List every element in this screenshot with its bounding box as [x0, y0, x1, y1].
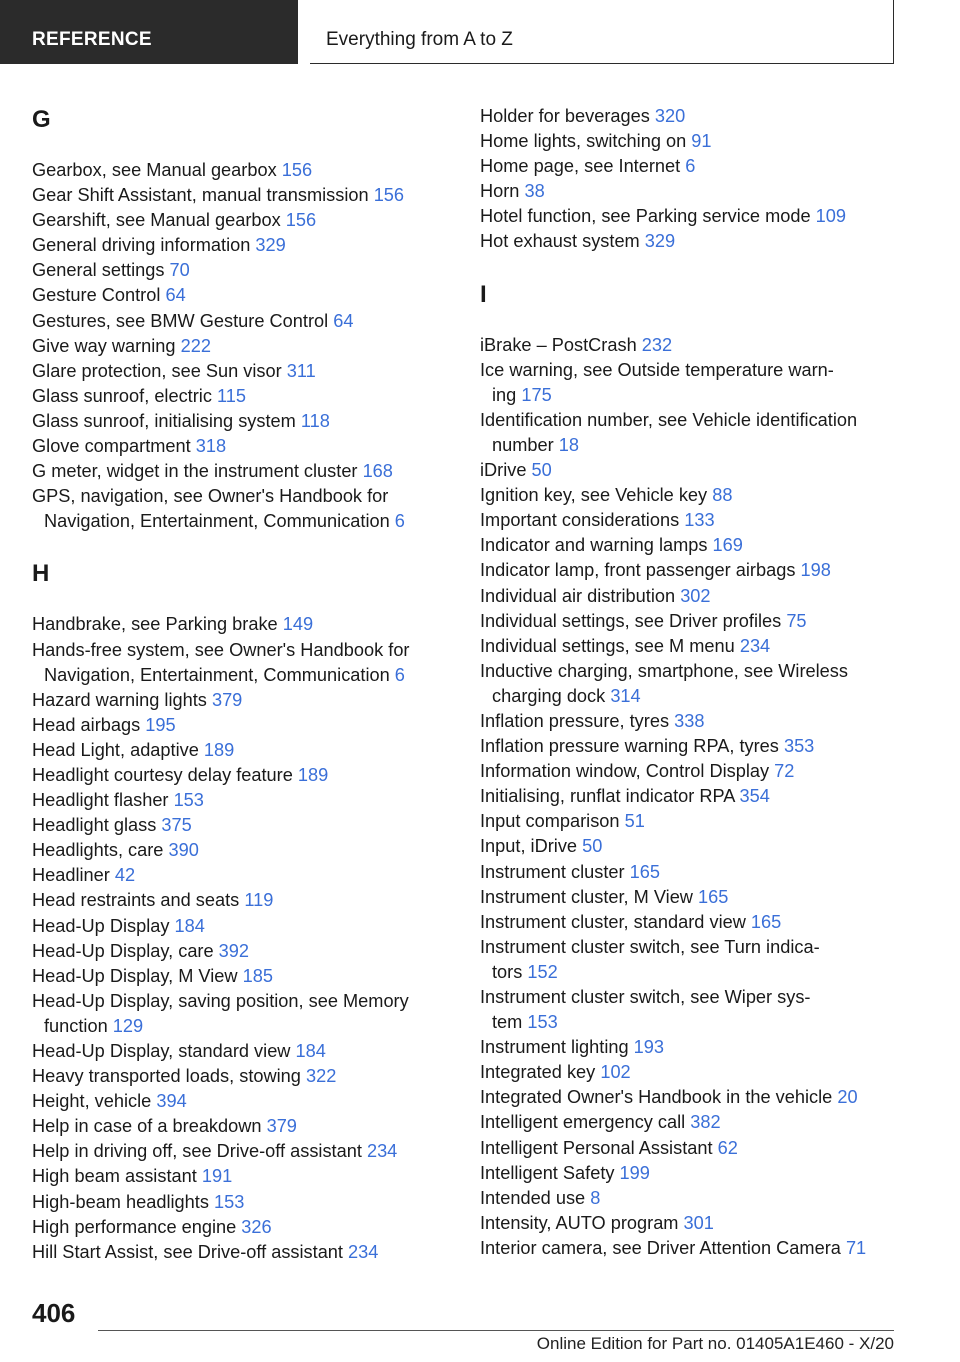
- entry-text: Head-Up Display: [32, 915, 170, 936]
- index-entry: [32, 989, 452, 1039]
- page-link[interactable]: 64: [333, 310, 354, 331]
- entry-text: General settings: [32, 260, 165, 281]
- index-entry: [32, 158, 452, 183]
- page-link[interactable]: 338: [674, 710, 705, 731]
- entry-text: G meter, widget in the instrument cluster: [32, 461, 358, 482]
- index-entry: [32, 183, 452, 208]
- entry-text: Individual air distribution: [480, 585, 676, 606]
- page-link[interactable]: 329: [644, 231, 676, 252]
- entry-text: Give way warning: [32, 335, 176, 356]
- page-link[interactable]: 91: [691, 131, 712, 152]
- entry-text: Gearshift, see Manual gearbox: [32, 210, 281, 231]
- page-link[interactable]: 320: [654, 106, 686, 126]
- index-entry: [480, 935, 900, 985]
- page-link[interactable]: 119: [244, 890, 274, 911]
- page-link[interactable]: 18: [558, 434, 579, 455]
- entry-text: High beam assistant: [32, 1166, 197, 1187]
- entry-text: Hands-free system, see Owner's Handbook for: [32, 639, 410, 660]
- entry-text: Intended use: [480, 1187, 586, 1208]
- page-link[interactable]: 311: [286, 360, 316, 381]
- entry-text: Home page, see Internet: [480, 156, 681, 177]
- page-link[interactable]: 71: [845, 1237, 867, 1258]
- index-entry: [480, 1161, 900, 1186]
- entry-text: Head-Up Display, care: [32, 940, 214, 961]
- entry-text: Head-Up Display, saving position, see Memory: [32, 990, 409, 1011]
- page-link[interactable]: 165: [698, 886, 729, 907]
- index-entry: [32, 484, 452, 534]
- index-entry: [480, 609, 900, 634]
- index-entry: [480, 1110, 900, 1135]
- page-link[interactable]: 165: [750, 911, 782, 932]
- section-letter: I: [480, 280, 487, 308]
- index-entry: [32, 738, 452, 763]
- entry-text: Head-Up Display, M View: [32, 965, 238, 986]
- entry-text: Important considerations: [480, 510, 680, 531]
- page-link[interactable]: 169: [712, 535, 743, 556]
- entry-text: Headlight glass: [32, 815, 157, 836]
- page-link[interactable]: 153: [214, 1191, 245, 1212]
- entry-text: Help in case of a breakdown: [32, 1116, 262, 1137]
- entry-text: Headliner: [32, 865, 110, 886]
- page-link[interactable]: 234: [348, 1241, 379, 1262]
- index-column-right: [480, 104, 900, 1261]
- index-entry: [32, 1139, 452, 1164]
- index-entry: [32, 384, 452, 409]
- index-entry: [32, 334, 452, 359]
- page-number: 406: [32, 1298, 76, 1328]
- index-entry: [480, 558, 900, 583]
- index-entry: [480, 1211, 900, 1236]
- entry-text: Gestures, see BMW Gesture Control: [32, 310, 329, 331]
- index-entry: [480, 734, 900, 759]
- page-link[interactable]: 392: [218, 940, 250, 961]
- index-entry: [480, 458, 900, 483]
- index-entry: [32, 813, 452, 838]
- index-section: [480, 104, 900, 255]
- index-entry: [480, 1186, 900, 1211]
- page-link[interactable]: 109: [815, 206, 846, 227]
- index-entry: [480, 179, 900, 204]
- page-link[interactable]: 42: [114, 865, 136, 886]
- index-entry: [480, 834, 900, 859]
- page-link[interactable]: 165: [629, 861, 660, 882]
- page-link[interactable]: 156: [373, 185, 405, 206]
- page-link[interactable]: 50: [531, 460, 552, 481]
- section-letter: G: [32, 106, 51, 133]
- entry-text: Hot exhaust system: [480, 231, 640, 252]
- index-entry: [480, 408, 900, 458]
- entry-text: ing: [492, 384, 517, 405]
- page-link[interactable]: 153: [173, 790, 204, 811]
- entry-text: Inductive charging, smartphone, see Wireless: [480, 660, 848, 681]
- entry-text: Instrument cluster: [480, 861, 625, 882]
- index-entry: [32, 233, 452, 258]
- entry-text: Inflation pressure warning RPA, tyres: [480, 736, 779, 757]
- index-entry: [32, 459, 452, 484]
- page-link[interactable]: 199: [619, 1162, 650, 1183]
- page-link[interactable]: 379: [211, 689, 243, 710]
- page-link[interactable]: 50: [582, 836, 603, 857]
- entry-text: Indicator and warning lamps: [480, 535, 708, 556]
- page-link[interactable]: 353: [783, 736, 815, 757]
- index-entry: [480, 809, 900, 834]
- entry-text: Glare protection, see Sun visor: [32, 360, 282, 381]
- entry-text: General driving information: [32, 235, 251, 256]
- page-link[interactable]: 156: [281, 160, 313, 180]
- entry-text: Navigation, Entertainment, Communication: [44, 511, 390, 532]
- index-entry: [480, 860, 900, 885]
- entry-text: Integrated key: [480, 1062, 596, 1083]
- page-link[interactable]: 70: [169, 260, 190, 281]
- index-entry: [480, 1060, 900, 1085]
- entry-text: Instrument cluster, standard view: [480, 911, 746, 932]
- entry-text: Integrated Owner's Handbook in the vehicle: [480, 1087, 833, 1108]
- index-entry: [480, 533, 900, 558]
- index-entry: [32, 914, 452, 939]
- entry-text: Ice warning, see Outside temperature warn-: [480, 359, 834, 380]
- page-link[interactable]: 6: [685, 156, 696, 177]
- index-entry: [32, 838, 452, 863]
- index-entry: [32, 688, 452, 713]
- index-entry: [480, 483, 900, 508]
- footer-edition: Online Edition for Part no. 01405A1E460 - X/20: [536, 1334, 894, 1353]
- page-link[interactable]: 156: [285, 210, 317, 231]
- index-entry: [480, 759, 900, 784]
- index-entry: [32, 888, 452, 913]
- page-link[interactable]: 232: [641, 334, 673, 355]
- page-link[interactable]: 88: [712, 485, 733, 506]
- entry-text: Hazard warning lights: [32, 689, 207, 710]
- entry-text: Gearbox, see Manual gearbox: [32, 160, 277, 180]
- page-link[interactable]: 20: [837, 1087, 858, 1108]
- entry-text: Intelligent Safety: [480, 1162, 615, 1183]
- index-entry: [480, 1035, 900, 1060]
- index-entry: [480, 634, 900, 659]
- index-entry: [32, 763, 452, 788]
- page-link[interactable]: 222: [180, 335, 211, 356]
- chapter-header: [310, 0, 894, 64]
- entry-text: tem: [492, 1012, 523, 1033]
- page-link[interactable]: 129: [112, 1015, 144, 1036]
- entry-text: High-beam headlights: [32, 1191, 209, 1212]
- page-link[interactable]: 152: [527, 961, 558, 982]
- section-label: REFERENCE: [32, 29, 152, 50]
- entry-text: GPS, navigation, see Owner's Handbook for: [32, 486, 389, 507]
- entry-text: Intensity, AUTO program: [480, 1212, 679, 1233]
- entry-text: Handbrake, see Parking brake: [32, 614, 278, 635]
- index-entry: [480, 204, 900, 229]
- page-link[interactable]: 184: [295, 1041, 326, 1061]
- index-entry: [32, 863, 452, 888]
- page-link[interactable]: 168: [362, 461, 393, 482]
- entry-text: Head-Up Display, standard view: [32, 1041, 291, 1061]
- entry-text: Indicator lamp, front passenger airbags: [480, 560, 796, 581]
- page-link[interactable]: 153: [527, 1012, 558, 1033]
- entry-text: Head restraints and seats: [32, 890, 240, 911]
- index-entry: [480, 784, 900, 809]
- entry-text: Input, iDrive: [480, 836, 578, 857]
- index-entry: [480, 985, 900, 1035]
- page-link[interactable]: 133: [684, 510, 715, 531]
- entry-text: Gear Shift Assistant, manual transmission: [32, 185, 369, 206]
- page-link[interactable]: 6: [394, 511, 405, 532]
- index-section: [32, 558, 452, 1264]
- index-entry: [32, 1190, 452, 1215]
- page-link[interactable]: 390: [168, 840, 199, 861]
- index-entry: [32, 939, 452, 964]
- index-entry: [480, 1085, 900, 1110]
- entry-text: Intelligent Personal Assistant: [480, 1137, 713, 1158]
- page-link[interactable]: 175: [521, 384, 552, 405]
- entry-text: Glass sunroof, electric: [32, 385, 212, 406]
- index-entry: [480, 1136, 900, 1161]
- section-letter: H: [32, 560, 50, 588]
- entry-text: Head Light, adaptive: [32, 739, 199, 760]
- entry-text: Hotel function, see Parking service mode: [480, 206, 811, 227]
- index-section: [480, 279, 900, 1261]
- index-entry: [32, 1039, 452, 1064]
- page-link[interactable]: 118: [300, 410, 330, 431]
- index-entry: [32, 638, 452, 688]
- index-entry: [32, 1114, 452, 1139]
- page-link[interactable]: 149: [282, 614, 314, 635]
- page-link[interactable]: 75: [786, 610, 807, 631]
- entry-text: Height, vehicle: [32, 1091, 152, 1112]
- entry-text: charging dock: [492, 685, 606, 706]
- footer-divider: [98, 1330, 894, 1331]
- index-entry: [480, 154, 900, 179]
- index-entry: [32, 1240, 452, 1265]
- index-entry: [32, 208, 452, 233]
- entry-text: Interior camera, see Driver Attention Camera: [480, 1237, 841, 1258]
- page-link[interactable]: 379: [266, 1116, 297, 1137]
- index-entry: [480, 229, 900, 254]
- index-entry: [480, 885, 900, 910]
- index-entry: [32, 964, 452, 989]
- page-link[interactable]: 64: [165, 285, 186, 306]
- page-link[interactable]: 318: [195, 436, 227, 457]
- index-entry: [32, 309, 452, 334]
- index-entry: [480, 104, 900, 129]
- index-entry: [32, 1164, 452, 1189]
- index-entry: [480, 584, 900, 609]
- page-link[interactable]: 191: [201, 1166, 233, 1187]
- page-link[interactable]: 198: [800, 560, 831, 581]
- entry-text: Instrument lighting: [480, 1037, 629, 1058]
- entry-text: Headlight courtesy delay feature: [32, 764, 293, 785]
- section-tab: [0, 0, 298, 64]
- page-link[interactable]: 185: [242, 965, 273, 986]
- page-link[interactable]: 62: [717, 1137, 738, 1158]
- entry-text: Information window, Control Display: [480, 761, 770, 782]
- index-entry: [480, 659, 900, 709]
- entry-text: tors: [492, 961, 523, 982]
- page-link[interactable]: 189: [203, 739, 235, 760]
- index-entry: [32, 612, 452, 637]
- entry-text: Ignition key, see Vehicle key: [480, 485, 708, 506]
- entry-text: Horn: [480, 181, 520, 202]
- entry-text: Gesture Control: [32, 285, 161, 306]
- index-entry: [32, 283, 452, 308]
- page-link[interactable]: 189: [297, 764, 329, 785]
- index-entry: [480, 1236, 900, 1261]
- entry-text: Headlights, care: [32, 840, 164, 861]
- entry-text: Individual settings, see Driver profiles: [480, 610, 782, 631]
- page-link[interactable]: 326: [241, 1216, 272, 1237]
- index-entry: [32, 434, 452, 459]
- entry-text: Instrument cluster switch, see Wiper sys-: [480, 987, 811, 1007]
- entry-text: Head airbags: [32, 714, 141, 735]
- index-entry: [480, 910, 900, 935]
- entry-text: Home lights, switching on: [480, 131, 687, 152]
- chapter-title: Everything from A to Z: [326, 29, 513, 50]
- index-entry: [480, 129, 900, 154]
- entry-text: iDrive: [480, 460, 527, 481]
- entry-text: Holder for beverages: [480, 106, 650, 126]
- page-link[interactable]: 195: [145, 714, 176, 735]
- page-link[interactable]: 6: [394, 664, 405, 685]
- entry-text: Intelligent emergency call: [480, 1112, 686, 1133]
- page-link[interactable]: 72: [774, 761, 795, 782]
- page-link[interactable]: 329: [255, 235, 286, 256]
- entry-text: High performance engine: [32, 1216, 237, 1237]
- entry-text: iBrake – PostCrash: [480, 334, 637, 355]
- page-link[interactable]: 115: [216, 385, 246, 406]
- index-entry: [32, 713, 452, 738]
- page-link[interactable]: 382: [690, 1112, 721, 1133]
- index-entry: [32, 788, 452, 813]
- index-entry: [480, 333, 900, 358]
- index-entry: [32, 359, 452, 384]
- entry-text: Initialising, runflat indicator RPA: [480, 786, 735, 807]
- page-link[interactable]: 234: [739, 635, 771, 656]
- page-link[interactable]: 234: [366, 1141, 398, 1162]
- entry-text: number: [492, 434, 554, 455]
- page-link[interactable]: 301: [683, 1212, 714, 1233]
- index-entry: [480, 358, 900, 408]
- page-link[interactable]: 302: [680, 585, 711, 606]
- entry-text: function: [44, 1015, 108, 1036]
- entry-text: Input comparison: [480, 811, 620, 832]
- index-entry: [480, 709, 900, 734]
- page-link[interactable]: 102: [600, 1062, 631, 1083]
- entry-text: Individual settings, see M menu: [480, 635, 735, 656]
- page-link[interactable]: 38: [524, 181, 545, 202]
- index-entry: [32, 1089, 452, 1114]
- page-link[interactable]: 193: [633, 1037, 665, 1058]
- page-link[interactable]: 314: [610, 685, 641, 706]
- page-link[interactable]: 322: [305, 1066, 337, 1087]
- entry-text: Glove compartment: [32, 436, 191, 457]
- index-entry: [32, 1215, 452, 1240]
- index-column-left: [32, 104, 452, 1265]
- page-link[interactable]: 8: [590, 1187, 601, 1208]
- entry-text: Identification number, see Vehicle identification: [480, 409, 858, 430]
- index-entry: [32, 409, 452, 434]
- entry-text: Instrument cluster, M View: [480, 886, 693, 907]
- entry-text: Help in driving off, see Drive-off assistant: [32, 1141, 362, 1162]
- page-link[interactable]: 394: [156, 1091, 187, 1112]
- index-section: [32, 104, 452, 534]
- page-link[interactable]: 354: [739, 786, 770, 807]
- entry-text: Hill Start Assist, see Drive-off assistant: [32, 1241, 343, 1262]
- page-link[interactable]: 184: [174, 915, 205, 936]
- entry-text: Heavy transported loads, stowing: [32, 1066, 301, 1087]
- page-link[interactable]: 51: [624, 811, 645, 832]
- entry-text: Headlight flasher: [32, 790, 169, 811]
- entry-text: Instrument cluster switch, see Turn indica-: [480, 936, 820, 957]
- page-link[interactable]: 375: [161, 815, 192, 836]
- entry-text: Navigation, Entertainment, Communication: [44, 664, 390, 685]
- index-entry: [480, 508, 900, 533]
- index-entry: [32, 1064, 452, 1089]
- entry-text: Inflation pressure, tyres: [480, 710, 670, 731]
- index-entry: [32, 258, 452, 283]
- entry-text: Glass sunroof, initialising system: [32, 410, 296, 431]
